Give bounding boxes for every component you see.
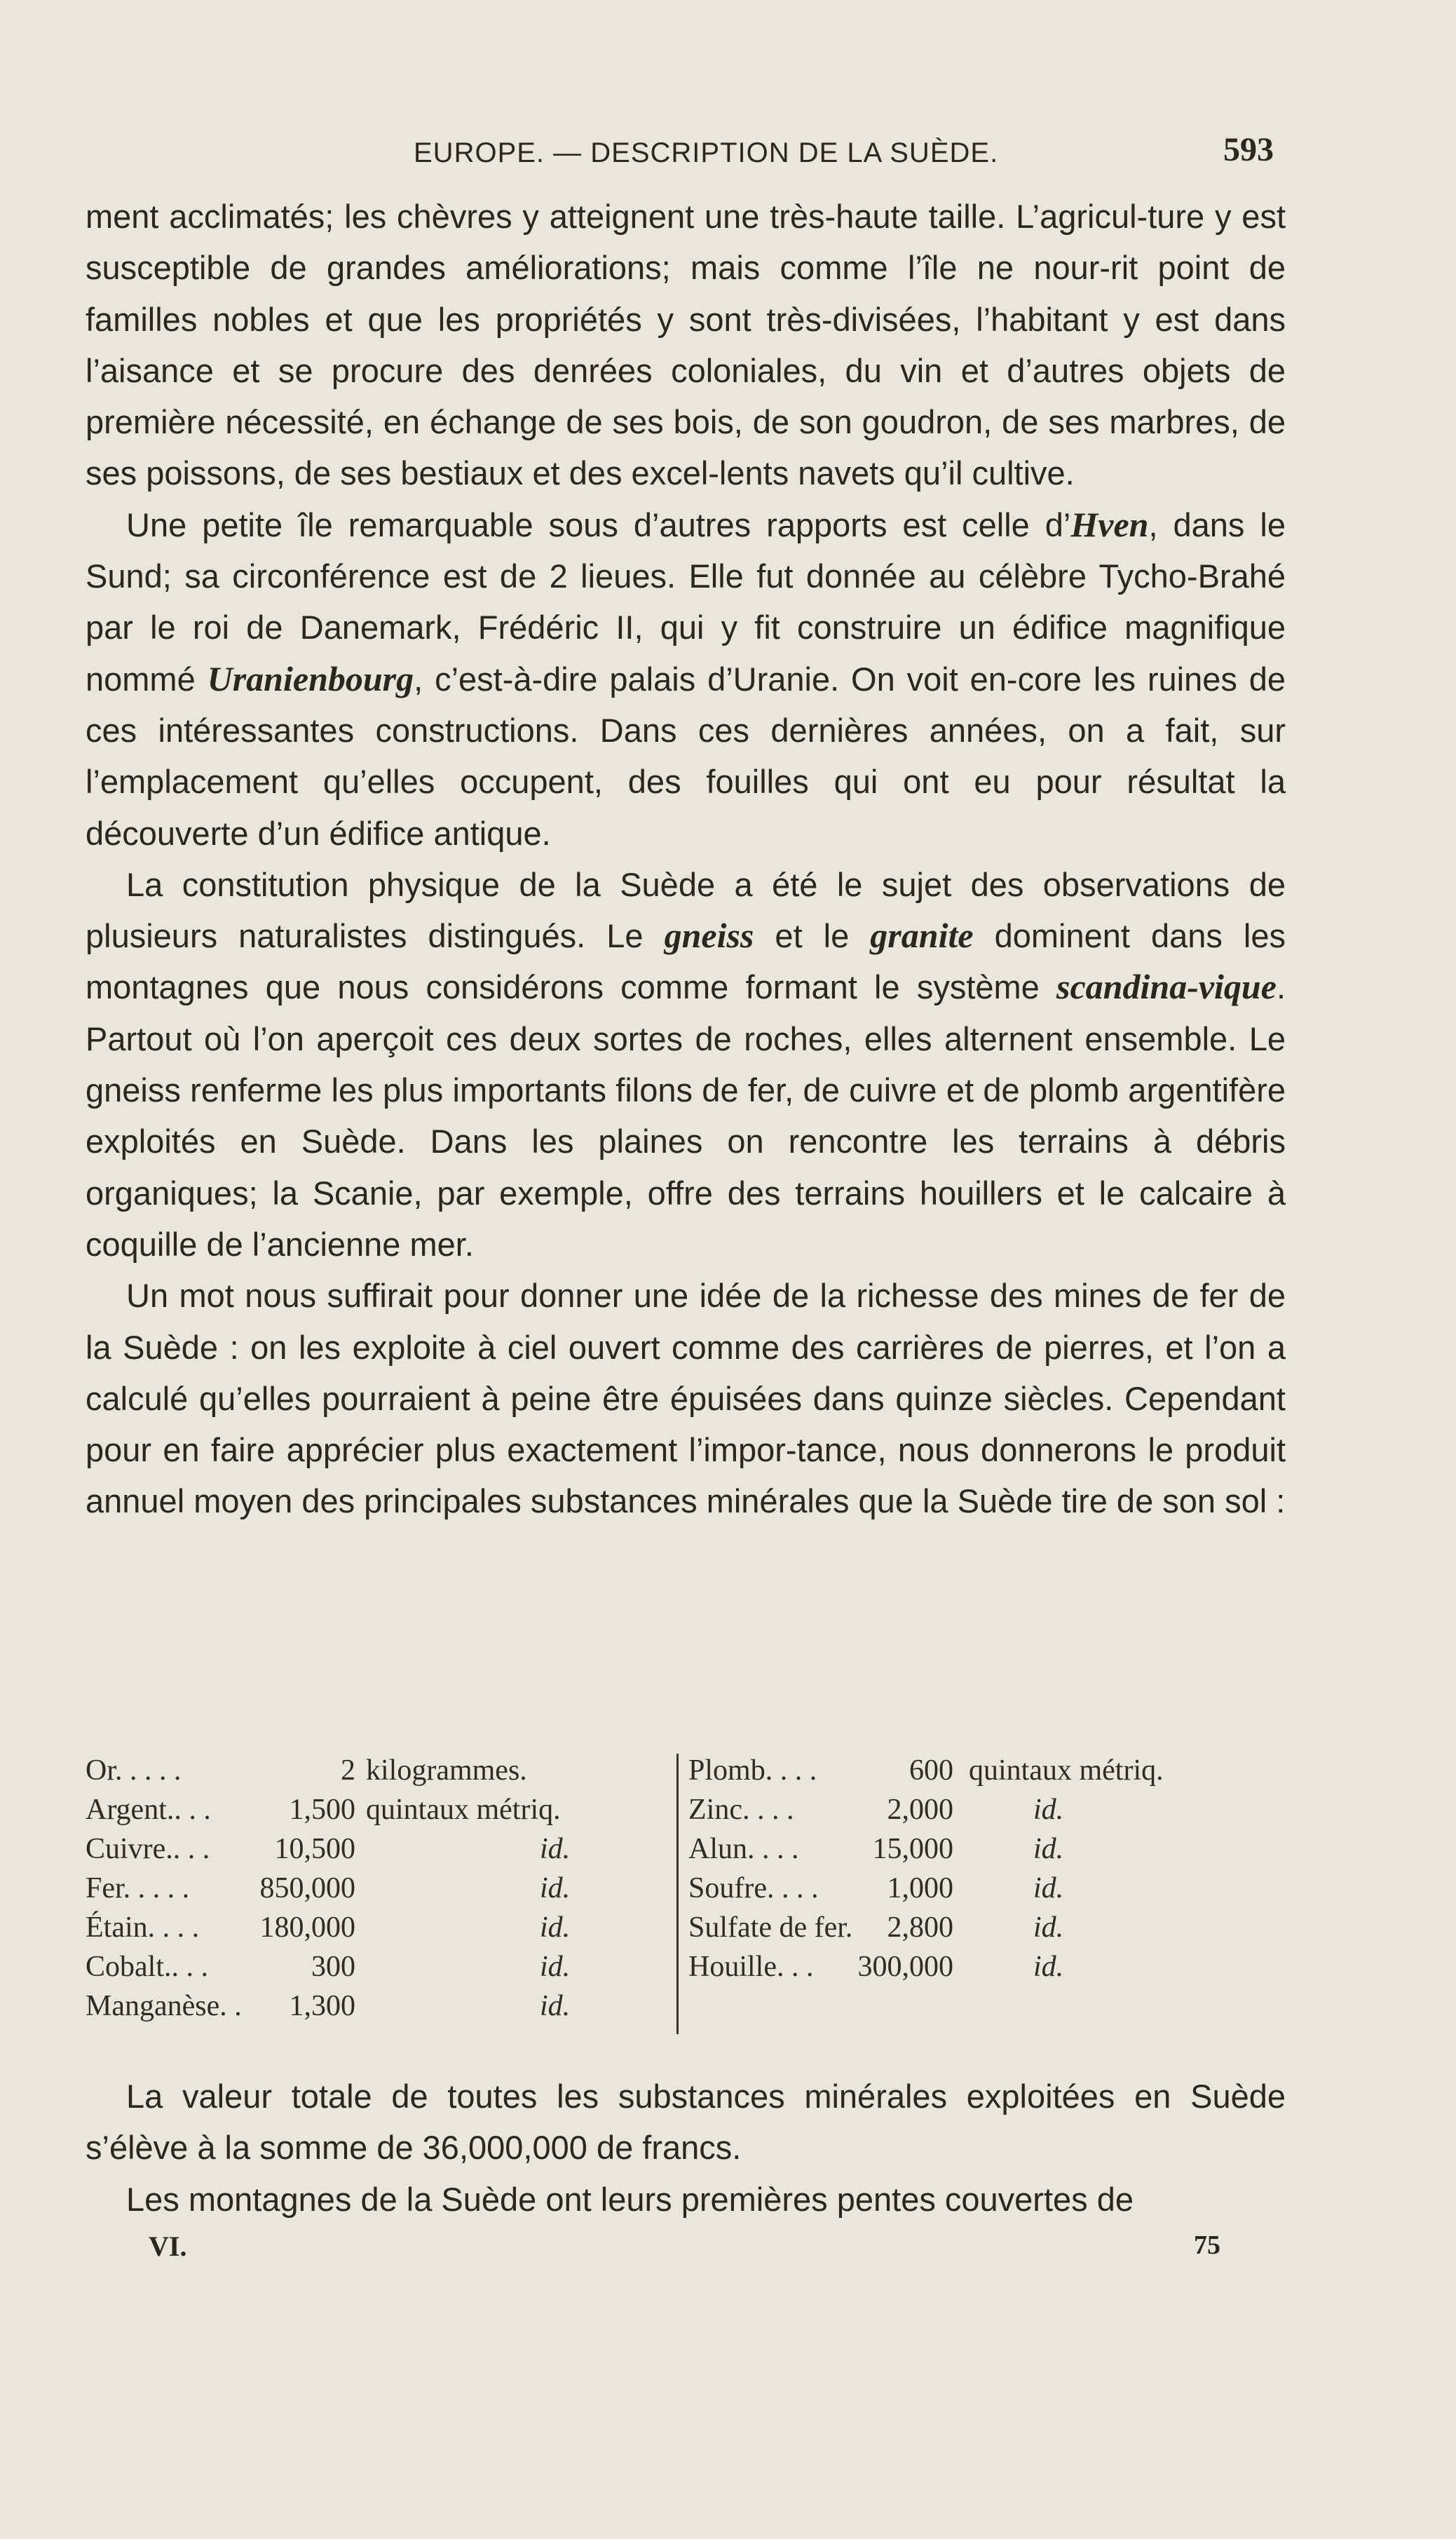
mineral-quantity: 850,000 [259,1872,355,1904]
running-header: EUROPE. — DESCRIPTION DE LA SUÈDE. [414,137,999,168]
mineral-quantity: 1,000 [887,1872,953,1904]
text-run: ment acclimatés; les chèvres y atteignent une très-haute taille. L’agricul-ture y est susceptible de grandes améliorations; mais comme l’île ne nour-rit point de familles nobles et que les propriétés y sont très-divisées, l’habitant y est dans l’aisance et se procure des denrées coloniales, du vin et d’autres objets de première nécessité, en échange de ses bois, de son goudron, de ses marbres, de ses poissons, de ses bestiaux et des excel-lents navets qu’il cultive. [86,198,1286,492]
mineral-unit: id. [540,1990,571,2022]
mineral-name: Alun. . . . [688,1833,799,1865]
mineral-quantity: 2,800 [887,1911,953,1944]
mineral-name: Zinc. . . . [688,1794,794,1826]
mineral-name: Fer. . . . . [86,1872,190,1904]
mineral-row [86,1869,674,1908]
mineral-unit: id. [1033,1911,1064,1944]
paragraph [86,859,1286,1270]
mineral-row [86,1947,674,1986]
mineral-row [688,1790,1286,1829]
mineral-name: Cobalt.. . . [86,1951,208,1983]
mineral-quantity: 15,000 [872,1833,953,1865]
mineral-name: Or. . . . . [86,1754,182,1787]
sheet-number: 75 [1194,2230,1220,2260]
mineral-unit: id. [540,1951,571,1983]
mineral-unit: id. [540,1872,571,1904]
mineral-quantity: 10,500 [274,1833,355,1865]
mineral-unit: kilogrammes. [366,1754,527,1787]
mineral-row [86,1986,674,2026]
mineral-name: Soufre. . . . [688,1872,819,1904]
page-number: 593 [1223,131,1274,168]
mineral-quantity: 1,500 [289,1794,355,1826]
paragraph [86,191,1286,499]
mineral-name: Houille. . . [688,1951,814,1983]
paragraph [86,499,1286,859]
mineral-quantity: 300 [311,1951,355,1983]
mineral-row [86,1908,674,1947]
text-run: La constitution physique de la Suède a été le sujet des observations de plusieurs naturalistes distingués. Le [86,865,1286,955]
text-run: Un mot nous suffirait pour donner une idée de la richesse des mines de fer de la Suède : on les exploite à ciel ouvert comme des carrières de pierres, et l’on a calculé qu’elles pourraient à peine être épuisées dans quinze siècles. Cependant pour en faire apprécier plus exactement l’impor-tance, nous donnerons le produit annuel moyen des principales substances minérales que la Suède tire de son sol : [86,1277,1286,1520]
italic-term: Uranienbourg [207,658,414,698]
mineral-name: Manganèse. . [86,1990,242,2022]
mineral-name: Étain. . . . [86,1911,200,1944]
mineral-row [86,1829,674,1869]
text-run: . Partout où l’on aperçoit ces deux sortes de roches, elles alternent ensemble. Le gneiss renferme les plus importants filons de fer, de cuivre et de plomb argentifère exploités en Suède. Dans les plaines on rencontre les terrains à débris organiques; la Scanie, par exemple, offre des terrains houillers et le calcaire à coquille de l’ancienne mer. [86,968,1286,1263]
mineral-name: Sulfate de fer. [688,1911,853,1944]
mineral-unit: id. [1033,1794,1064,1826]
italic-term: Hven [1070,504,1149,544]
mineral-name: Argent.. . . [86,1794,211,1826]
column-divider [676,1754,679,2034]
mineral-unit: id. [1033,1872,1064,1904]
mineral-unit: quintaux métriq. [366,1794,561,1826]
italic-term: gneiss [664,916,754,956]
text-run: , dans le Sund; sa circonférence est de 2 lieues. Elle fut donnée au célèbre Tycho-Brahé par le roi de Danemark, Frédéric II, qui y fit construire un édifice magnifique nommé [86,506,1286,698]
paragraph: Les montagnes de la Suède ont leurs premières pentes couvertes de [126,2180,1134,2218]
minerals-column-right [688,1751,1286,1986]
mineral-row [688,1947,1286,1986]
mineral-unit: quintaux métriq. [969,1754,1164,1787]
mineral-unit: id. [540,1833,571,1865]
mineral-row [86,1751,674,1790]
mineral-row [688,1908,1286,1947]
signature-mark: VI. [149,2230,187,2262]
mineral-unit: id. [540,1911,571,1944]
mineral-quantity: 1,300 [289,1990,355,2022]
minerals-column-left [86,1751,674,2026]
text-run: dominent dans les montagnes que nous considérons comme formant le système [86,917,1286,1006]
mineral-row [688,1751,1286,1790]
italic-term: granite [870,916,974,956]
paragraph: La valeur totale de toutes les substances minérales exploitées en Suède s’élève à la somme de 36,000,000 de francs. [86,2078,1286,2167]
text-run: , c’est-à-dire palais d’Uranie. On voit en-core les ruines de ces intéressantes constructions. Dans ces dernières années, on a fait, sur l’emplacement qu’elles occupent, des fouilles qui ont eu pour résultat la découverte d’un édifice antique. [86,660,1286,852]
mineral-quantity: 2,000 [887,1794,953,1826]
mineral-row [86,1790,674,1829]
paragraph [86,1270,1286,1526]
mineral-name: Cuivre.. . . [86,1833,210,1865]
mineral-quantity: 2 [341,1754,355,1787]
body-text [86,191,1286,1527]
mineral-unit: id. [1033,1951,1064,1983]
mineral-quantity: 180,000 [259,1911,355,1944]
mineral-row [688,1829,1286,1869]
mineral-unit: id. [1033,1833,1064,1865]
text-run: et le [754,917,871,955]
mineral-name: Plomb. . . . [688,1754,817,1787]
text-run: Une petite île remarquable sous d’autres rapports est celle d’ [126,506,1071,543]
mineral-quantity: 600 [909,1754,953,1787]
italic-term: scandina-vique [1056,967,1277,1007]
mineral-row [688,1869,1286,1908]
body-text-after-table [86,2071,1286,2225]
mineral-quantity: 300,000 [857,1951,953,1983]
